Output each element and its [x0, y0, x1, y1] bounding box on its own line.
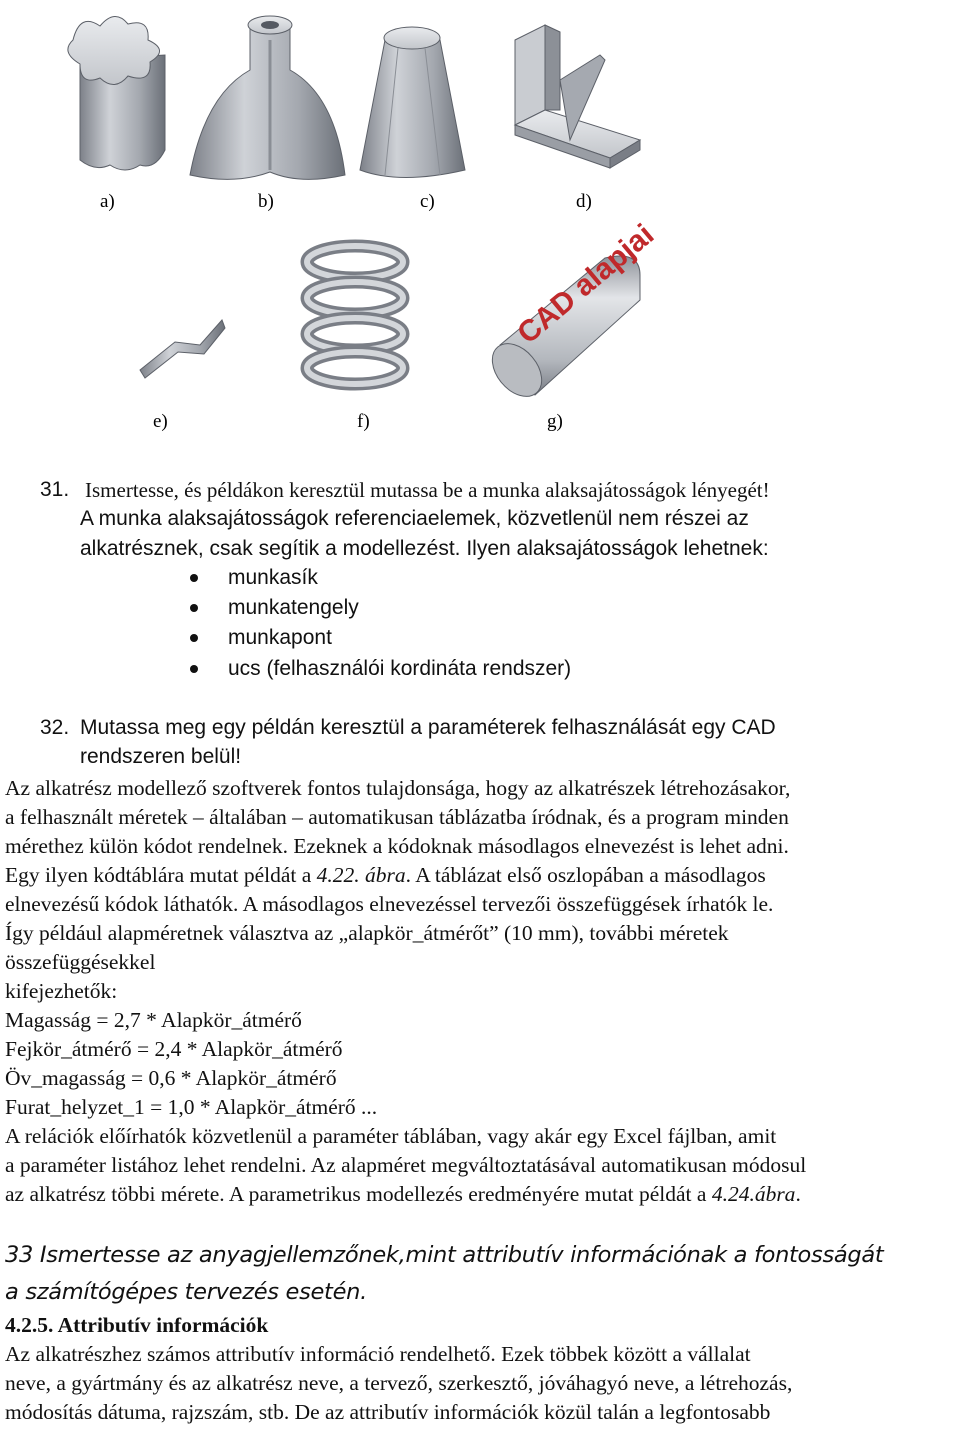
bullet-dot	[190, 604, 198, 612]
q33-title-line-2: a számítógépes tervezés esetén.	[5, 1279, 367, 1305]
part-e-bent-bar	[140, 320, 225, 378]
q32-para1-line-2: a felhasznált méretek – általában – automatikusan táblázatba íródnak, és a program minden	[5, 805, 789, 829]
q32-para2-line-3-end: .	[795, 1182, 801, 1206]
part-g-engraved-cylinder	[482, 218, 660, 406]
label-b: b)	[258, 191, 274, 212]
q32-para2-line-2: a paraméter listához lehet rendelni. Az alapméret megváltoztatásával automatikusan módosul	[5, 1153, 807, 1177]
q32-number: 32.	[40, 716, 70, 739]
q33-title-line-1: 33 Ismertesse az anyagjellemzőnek,mint attributív információnak a fontosságát	[5, 1242, 884, 1268]
q31-title: Ismertesse, és példákon keresztül mutassa be a munka alaksajátosságok lényegét!	[85, 478, 770, 502]
q32-para1-line-7: összefüggésekkel	[5, 950, 156, 974]
cad-parts-illustration	[0, 0, 960, 450]
q32-para1-line-5: elnevezésű kódok láthatók. A másodlagos elnevezéssel tervezői összefüggések írhatók le.	[5, 892, 774, 916]
label-c: c)	[420, 191, 435, 212]
formula-4: Furat_helyzet_1 = 1,0 * Alapkör_átmérő ...	[5, 1095, 378, 1119]
part-b-flared	[190, 16, 345, 179]
figure-ref-4-24: 4.24.ábra	[711, 1182, 796, 1206]
q32-para1-line-4	[5, 863, 766, 888]
section-heading-4-2-5: 4.2.5. Attributív információk	[5, 1313, 269, 1337]
q32-para2-line-3-start: az alkatrész többi mérete. A parametrikus modellezés eredményére mutat példát a	[5, 1182, 712, 1206]
label-f: f)	[357, 411, 370, 432]
q32-para1-line-4-start: Egy ilyen kódtáblára mutat példát a	[5, 863, 317, 887]
q33-line-2: neve, a gyártmány és az alkatrész neve, a tervező, szerkesztő, jóváhagyó neve, a létrehozás,	[5, 1371, 793, 1395]
bullet-dot	[190, 574, 198, 582]
q33-line-1: Az alkatrészhez számos attributív információ rendelhető. Ezek többek között a vállalat	[5, 1342, 751, 1366]
part-f-spring	[307, 246, 403, 384]
q31-number: 31.	[40, 478, 70, 501]
cylinder-engraved-text: CAD alapjai	[511, 217, 661, 351]
label-g: g)	[547, 411, 563, 432]
q31-bullet-4: ucs (felhasználói kordináta rendszer)	[228, 657, 572, 680]
q33-line-3: módosítás dátuma, rajzszám, stb. De az attributív információk közül talán a legfontosabb	[5, 1400, 771, 1424]
q32-para1-line-3: mérethez külön kódot rendelnek. Ezeknek a kódoknak másodlagos elnevezést is lehet adni.	[5, 834, 789, 858]
q32-para1-line-8: kifejezhetők:	[5, 979, 118, 1003]
formula-2: Fejkör_átmérő = 2,4 * Alapkör_átmérő	[5, 1037, 343, 1061]
label-a: a)	[100, 191, 115, 212]
q31-bullet-2: munkatengely	[228, 596, 359, 619]
part-d-bracket	[515, 25, 640, 168]
label-e: e)	[153, 411, 168, 432]
q32-para1-line-1: Az alkatrész modellező szoftverek fontos tulajdonsága, hogy az alkatrészek létrehozásakor,	[5, 776, 791, 800]
q32-para1-line-4-end: . A táblázat első oszlopában a másodlagos	[405, 863, 766, 887]
q31-line-1: A munka alaksajátosságok referenciaelemek, közvetlenül nem részei az	[80, 507, 749, 530]
bullet-dot	[190, 634, 198, 642]
bullet-dot	[190, 665, 198, 673]
q31-bullet-3: munkapont	[228, 626, 332, 649]
formula-1: Magasság = 2,7 * Alapkör_átmérő	[5, 1008, 302, 1032]
part-c-tapered-cylinder	[360, 27, 465, 178]
q32-title-line-2: rendszeren belül!	[80, 745, 242, 768]
formula-3: Öv_magasság = 0,6 * Alapkör_átmérő	[5, 1066, 337, 1090]
q32-para2-line-3	[5, 1182, 801, 1207]
q32-para2-line-1: A relációk előírhatók közvetlenül a paraméter táblában, vagy akár egy Excel fájlban, amit	[5, 1124, 777, 1148]
q31-line-2: alkatrésznek, csak segítik a modellezést. Ilyen alaksajátosságok lehetnek:	[80, 537, 769, 560]
part-a-star-prism	[68, 16, 165, 170]
label-d: d)	[576, 191, 592, 212]
figure-ref-4-22: 4.22. ábra	[316, 863, 406, 887]
q32-title-line-1: Mutassa meg egy példán keresztül a paraméterek felhasználását egy CAD	[80, 716, 776, 739]
q31-bullet-1: munkasík	[228, 566, 318, 589]
q32-para1-line-6: Így például alapméretnek választva az „alapkör_átmérőt” (10 mm), további méretek	[5, 921, 729, 945]
